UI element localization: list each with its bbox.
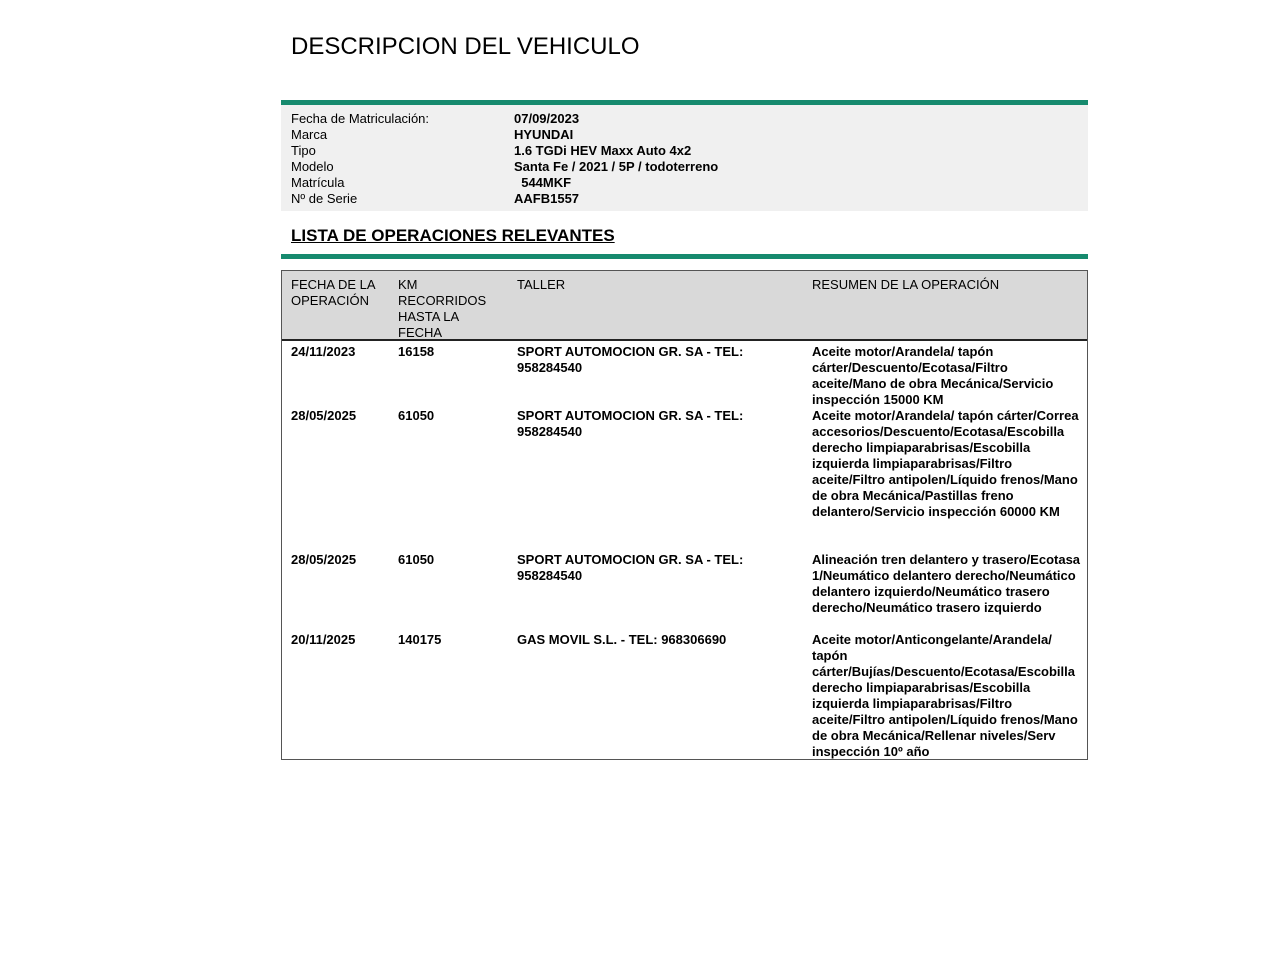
operation-km: 61050 [398, 552, 435, 567]
vehicle-field-label: Tipo [291, 143, 316, 158]
vehicle-field-label: Marca [291, 127, 328, 142]
table-header [282, 271, 1087, 341]
vehicle-details-panel [281, 105, 1088, 211]
vehicle-field-value: 1.6 TGDi HEV Maxx Auto 4x2 [514, 143, 692, 158]
vehicle-field-label: Nº de Serie [291, 191, 358, 206]
vehicle-field-value: HYUNDAI [514, 127, 574, 142]
operation-summary: Aceite motor/Arandela/ tapón cárter/Correa accesorios/Descuento/Ecotasa/Escobilla derecho limpiaparabrisas/Escobilla izquierda limpiaparabrisas/Filtro aceite/Filtro antipolen/Líquido frenos/Mano de obra Mecánica/Pastillas freno delantero/Servicio inspección 60000 KM [812, 408, 1079, 519]
column-header-date: FECHA DE LA OPERACIÓN [291, 277, 375, 308]
operation-date: 28/05/2025 [291, 408, 357, 423]
vehicle-field-label: Modelo [291, 159, 334, 174]
operation-workshop: SPORT AUTOMOCION GR. SA - TEL: 958284540 [517, 344, 744, 375]
operation-workshop: SPORT AUTOMOCION GR. SA - TEL: 958284540 [517, 408, 744, 439]
operation-summary: Aceite motor/Anticongelante/Arandela/ tapón cárter/Bujías/Descuento/Ecotasa/Escobilla derecho limpiaparabrisas/Escobilla izquierda limpiaparabrisas/Filtro aceite/Filtro antipolen/Líquido frenos/Mano de obra Mecánica/Rellenar niveles/Serv inspección 10º año [812, 632, 1078, 759]
operation-workshop: GAS MOVIL S.L. - TEL: 968306690 [517, 632, 727, 647]
operation-km: 140175 [398, 632, 442, 647]
operation-date: 28/05/2025 [291, 552, 357, 567]
vehicle-field-value: 544MKF [514, 175, 572, 190]
operation-date: 24/11/2023 [291, 344, 356, 359]
operation-km: 61050 [398, 408, 435, 423]
vehicle-field-value: Santa Fe / 2021 / 5P / todoterreno [514, 159, 719, 174]
operation-workshop: SPORT AUTOMOCION GR. SA - TEL: 958284540 [517, 552, 744, 583]
operation-date: 20/11/2025 [291, 632, 356, 647]
vehicle-field-label: Matrícula [291, 175, 345, 190]
operation-summary: Aceite motor/Arandela/ tapón cárter/Descuento/Ecotasa/Filtro aceite/Mano de obra Mecánica/Servicio inspección 15000 KM [812, 344, 1054, 407]
vehicle-field-label: Fecha de Matriculación: [291, 111, 430, 126]
operations-section-title: LISTA DE OPERACIONES RELEVANTES [291, 226, 615, 245]
page-title: DESCRIPCION DEL VEHICULO [291, 33, 640, 60]
vehicle-field-value: AAFB1557 [514, 191, 580, 206]
column-header-km: KM RECORRIDOS HASTA LA FECHA [398, 277, 487, 340]
vehicle-field-value: 07/09/2023 [514, 111, 580, 126]
operation-km: 16158 [398, 344, 435, 359]
operation-summary: Alineación tren delantero y trasero/Ecotasa 1/Neumático delantero derecho/Neumático delantero izquierdo/Neumático trasero derecho/Neumático trasero izquierdo [812, 552, 1081, 615]
section-divider [281, 254, 1088, 259]
column-header-summary: RESUMEN DE LA OPERACIÓN [812, 277, 1000, 292]
column-header-workshop: TALLER [517, 277, 566, 292]
operations-table [281, 270, 1088, 760]
